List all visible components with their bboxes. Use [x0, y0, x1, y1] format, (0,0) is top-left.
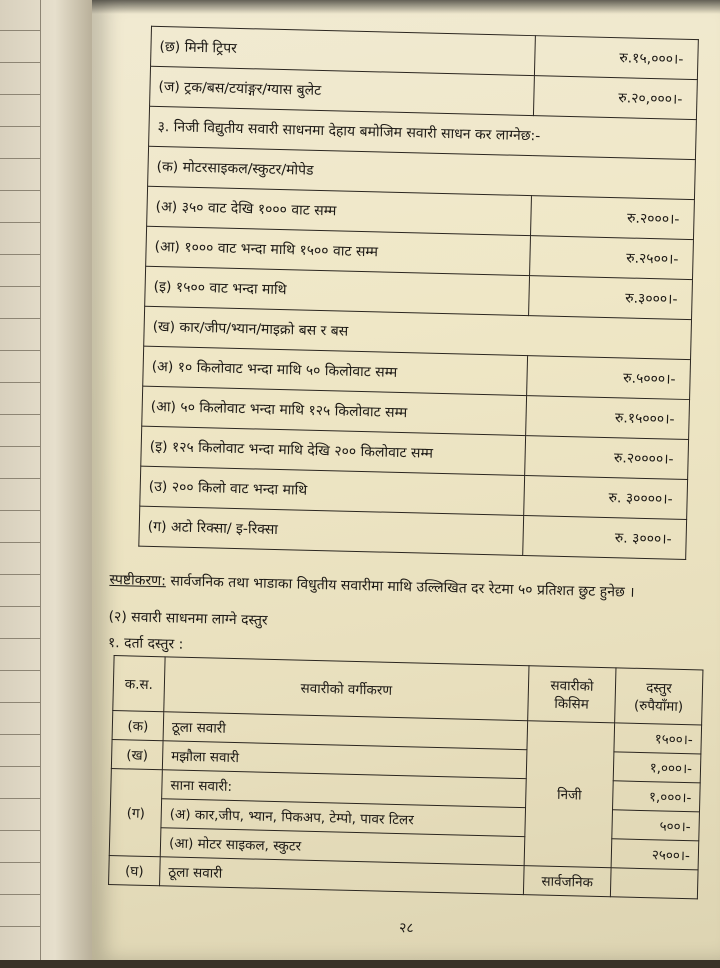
row-label: (अ) कार,जीप, भ्यान, पिकअप, टेम्पो, पावर टिलर	[161, 799, 526, 837]
row-label: (इ) १२५ किलोवाट भन्दा माथि देखि २०० किलोवाट सम्म	[141, 426, 526, 475]
registration-fee-table	[108, 655, 703, 899]
row-label: (ज) ट्रक/बस/टयांङ्गर/ग्यास बुलेट	[150, 66, 535, 115]
row-amount: रु.२०००।-	[531, 196, 695, 240]
category-heading: (क) मोटरसाइकल/स्कुटर/मोपेड	[148, 146, 696, 199]
row-label: (इ) १५०० वाट भन्दा माथि	[145, 266, 530, 315]
row-label: मझौला सवारी	[162, 741, 527, 779]
row-label: (अ) १० किलोवाट भन्दा माथि ५० किलोवाट सम्म	[143, 346, 528, 395]
header-type: सवारीको किसिम	[528, 666, 616, 723]
row-label: (आ) मोटर साइकल, स्कुटर	[160, 828, 525, 866]
row-label: (आ) १००० वाट भन्दा माथि १५०० वाट सम्म	[146, 226, 531, 275]
header-fee: दस्तुर (रुपैयाँमा)	[615, 668, 703, 725]
clarification-note	[109, 570, 699, 603]
row-amount: रु. ३००००।-	[524, 476, 688, 520]
vehicle-type-public: सार्वजनिक	[523, 866, 611, 897]
row-sn: (ग)	[109, 769, 162, 857]
row-amount: रु.१५०००।-	[526, 396, 690, 440]
header-classification: सवारीको वर्गीकरण	[164, 657, 529, 721]
row-sn: (घ)	[109, 856, 161, 886]
row-fee: १,०००।-	[613, 752, 701, 783]
page-number: २८	[398, 920, 414, 937]
row-label: (ग) अटो रिक्सा/ इ-रिक्सा	[139, 506, 524, 555]
row-label: साना सवारी:	[162, 770, 527, 808]
row-amount: रु.३०००।-	[529, 276, 693, 320]
row-sn: (ख)	[111, 740, 163, 770]
row-fee: १५००।-	[614, 723, 702, 754]
row-fee: ५००।-	[612, 810, 700, 841]
section-heading: ३. निजी विद्युतीय सवारी साधनमा देहाय बमोजिम सवारी साधन कर लाग्नेछ:-	[149, 106, 697, 159]
category-heading: (ख) कार/जीप/भ्यान/माइक्रो बस र बस	[144, 306, 692, 359]
row-label: ठूला सवारी	[163, 712, 528, 750]
row-amount: रु.५०००।-	[527, 356, 691, 400]
row-label: (अ) ३५० वाट देखि १००० वाट सम्म	[147, 186, 532, 235]
section-title: (२) सवारी साधनमा लाग्ने दस्तुर	[108, 608, 268, 629]
row-amount: रु.१५,०००।-	[534, 36, 698, 80]
row-amount: रु.२०,०००।-	[533, 76, 697, 120]
row-label: (उ) २०० किलो वाट भन्दा माथि	[140, 466, 525, 515]
row-sn: (क)	[112, 711, 164, 741]
note-heading: स्पष्टीकरण:	[109, 571, 167, 590]
row-fee: २५००।-	[611, 839, 699, 870]
row-fee	[610, 868, 698, 899]
row-label: (छ) मिनी ट्रिपर	[151, 26, 536, 75]
subsection-title: १. दर्ता दस्तुर :	[107, 634, 184, 653]
row-amount: रु.२५००।-	[530, 236, 694, 280]
row-label: (आ) ५० किलोवाट भन्दा माथि १२५ किलोवाट सम्म	[142, 386, 527, 435]
row-label: ठूला सवारी	[160, 857, 525, 895]
vehicle-tax-table	[138, 26, 699, 560]
row-amount: रु. ३०००।-	[523, 516, 687, 560]
note-text: सार्वजनिक तथा भाडाका विधुतीय सवारीमा माथि उल्लिखित दर रेटमा ५० प्रतिशत छुट हुनेछ ।	[165, 573, 635, 601]
row-amount: रु.२००००।-	[525, 436, 689, 480]
row-fee: १,०००।-	[613, 781, 701, 812]
header-sn: क.स.	[113, 656, 165, 712]
vehicle-type-private: निजी	[524, 721, 615, 868]
